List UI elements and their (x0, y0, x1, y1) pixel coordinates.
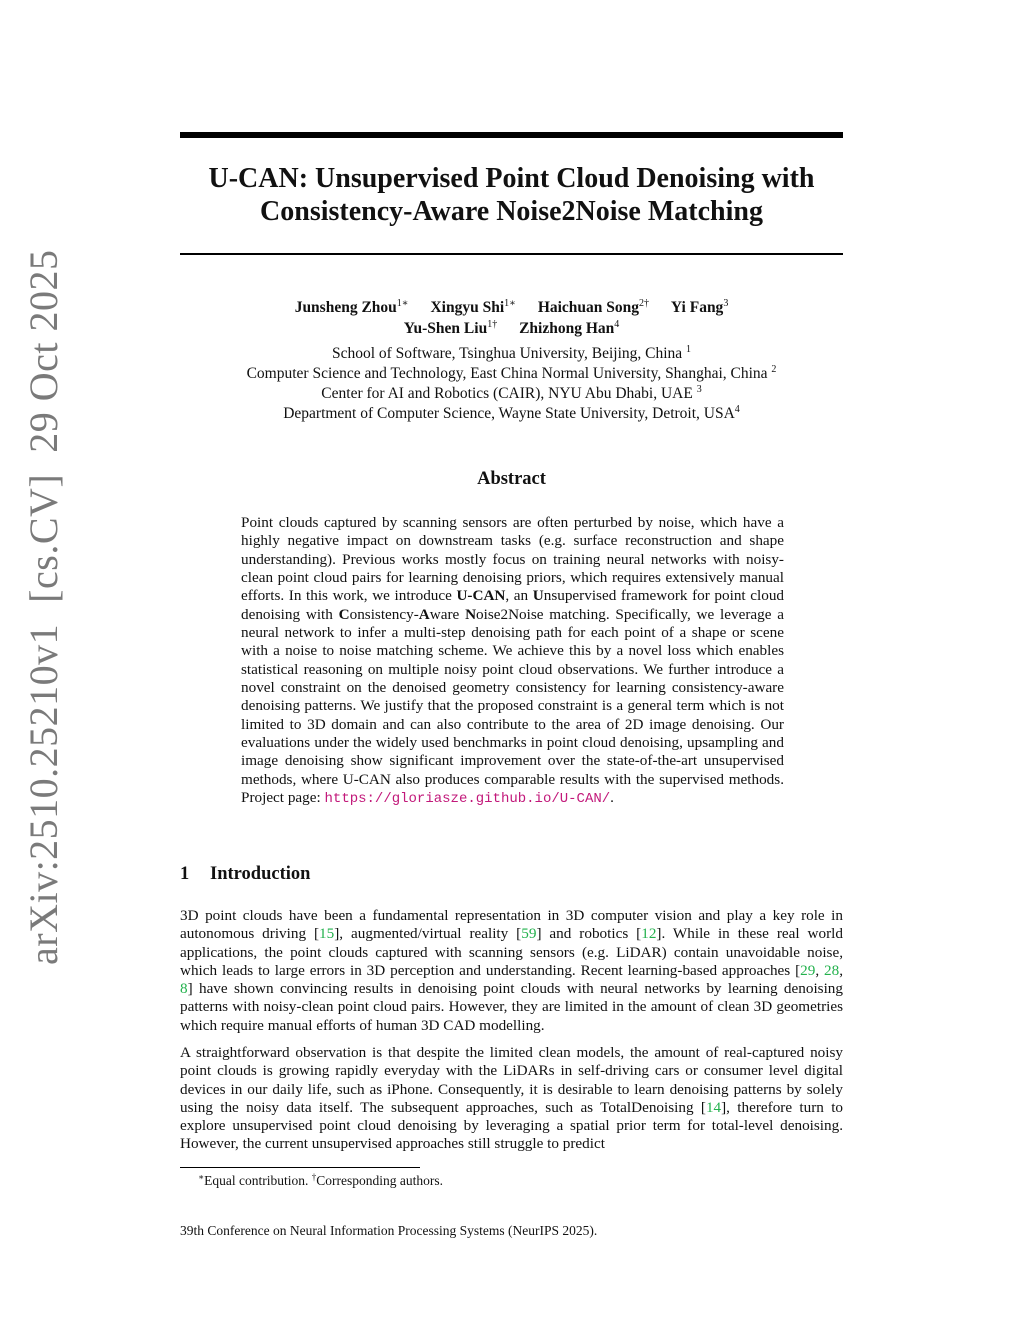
affiliation: Department of Computer Science, Wayne State University, Detroit, USA$^4$ (283, 404, 740, 422)
affiliation: School of Software, Tsinghua University, Beijing, China $^1$ (331, 344, 692, 362)
affiliation: Computer Science and Technology, East China Normal University, Shanghai, China $^2$ (246, 364, 777, 382)
footnote-rule (180, 1167, 420, 1168)
citation-link[interactable]: 8 (180, 980, 188, 998)
paper-title (180, 162, 843, 228)
intro-paragraph-2: A straightforward observation is that despite the limited clean models, the amount of real-captured noisy point clouds is growing rapidly everyday with the LiDARs in self-driving cars or consumer level digital devices in our daily life, such as iPhone. Consequently, it is desirable to learn denoising patterns by solely using the noisy data itself. The subsequent approaches, such as TotalDenoising [14], therefore turn to explore unsupervised point cloud denoising by leveraging a spatial prior term for total-level denoising. However, the current unsupervised approaches still struggle to predict (180, 1044, 844, 1153)
title-bottom-rule (180, 253, 843, 255)
title-line-2: Consistency-Aware Noise2Noise Matching (260, 196, 763, 227)
citation-link[interactable]: 28 (824, 961, 840, 979)
author: Junsheng Zhou$^{1∗}$ (294, 298, 409, 316)
section-heading-introduction (180, 864, 843, 885)
arxiv-identifier-stamp: arXiv:2510.25210v1 [cs.CV] 29 Oct 2025 (21, 249, 66, 965)
abstract-heading: Abstract (477, 469, 546, 489)
project-page-link[interactable]: https://gloriasze.github.io/U-CAN/ (324, 791, 611, 808)
author: Haichuan Song$^{2\dagger}$ (537, 298, 650, 316)
author-row-2 (180, 318, 843, 339)
venue-note: 39th Conference on Neural Information Processing Systems (NeurIPS 2025). (180, 1223, 598, 1238)
author-list (180, 297, 843, 339)
citation-link[interactable]: 29 (800, 961, 816, 979)
citation-link[interactable]: 12 (641, 925, 657, 943)
author-row-1 (180, 297, 843, 318)
author: Zhizhong Han$^4$ (519, 319, 620, 337)
title-top-rule (180, 132, 843, 138)
affiliation-list (180, 344, 843, 424)
author: Yi Fang$^3$ (670, 298, 729, 316)
abstract-text: Point clouds captured by scanning sensors are often perturbed by noise, which have a highly negative impact on downstream tasks (e.g. surface reconstruction and shape understanding). Previous works mostly focus on training neural networks with noisy-clean point cloud pairs for learning denoising priors, which requires extensively manual efforts. In this work, we introduce U-CAN, an Unsupervised framework for point cloud denoising with Consistency-Aware Noise2Noise matching. Specifically, we leverage a neural network to infer a multi-step denoising path for each point of a shape or scene with a noise to noise matching scheme. We achieve this by a novel loss which enables statistical reasoning on multiple noisy point cloud observations. We further introduce a novel constraint on the denoised geometry consistency for learning consistency-aware denoising patterns. We justify that the proposed constraint is a general term which is not limited to 3D domain and can also contribute to the area of 2D image denoising. Our evaluations under the widely used benchmarks in point cloud denoising, upsampling and image denoising show significant improvement over the state-of-the-art unsupervised methods, where U-CAN also produces comparable results with the supervised methods. Project page: https://gloriasze.github.io/U-CAN/. (241, 514, 785, 808)
section-number: 1 (180, 864, 190, 884)
section-title: Introduction (210, 864, 311, 884)
author: Yu-Shen Liu$^{1\dagger}$ (403, 319, 498, 337)
citation-link[interactable]: 14 (705, 1098, 722, 1116)
citation-link[interactable]: 59 (521, 925, 537, 943)
citation-link[interactable]: 15 (319, 925, 335, 943)
footnote: ∗Equal contribution. †Corresponding authors. (198, 1172, 443, 1188)
affiliation: Center for AI and Robotics (CAIR), NYU Abu Dhabi, UAE $^3$ (321, 384, 702, 402)
intro-paragraph-1: 3D point clouds have been a fundamental representation in 3D computer vision and play a key role in autonomous driving [15], augmented/virtual reality [59] and robotics [12]. While in these real world applications, the point clouds captured with scanning sensors (e.g. LiDAR) contain unavoidable noise, which leads to large errors in 3D perception and understanding. Recent learning-based approaches [29, 28, 8] have shown convincing results in denoising point clouds with neural networks by learning denoising patterns with noisy-clean point cloud pairs. However, they are limited in the amount of clean 3D geometries which require manual efforts of human 3D CAD modelling. (180, 907, 843, 1034)
title-line-1: U-CAN: Unsupervised Point Cloud Denoising with (208, 163, 815, 194)
author: Xingyu Shi$^{1∗}$ (430, 298, 516, 316)
